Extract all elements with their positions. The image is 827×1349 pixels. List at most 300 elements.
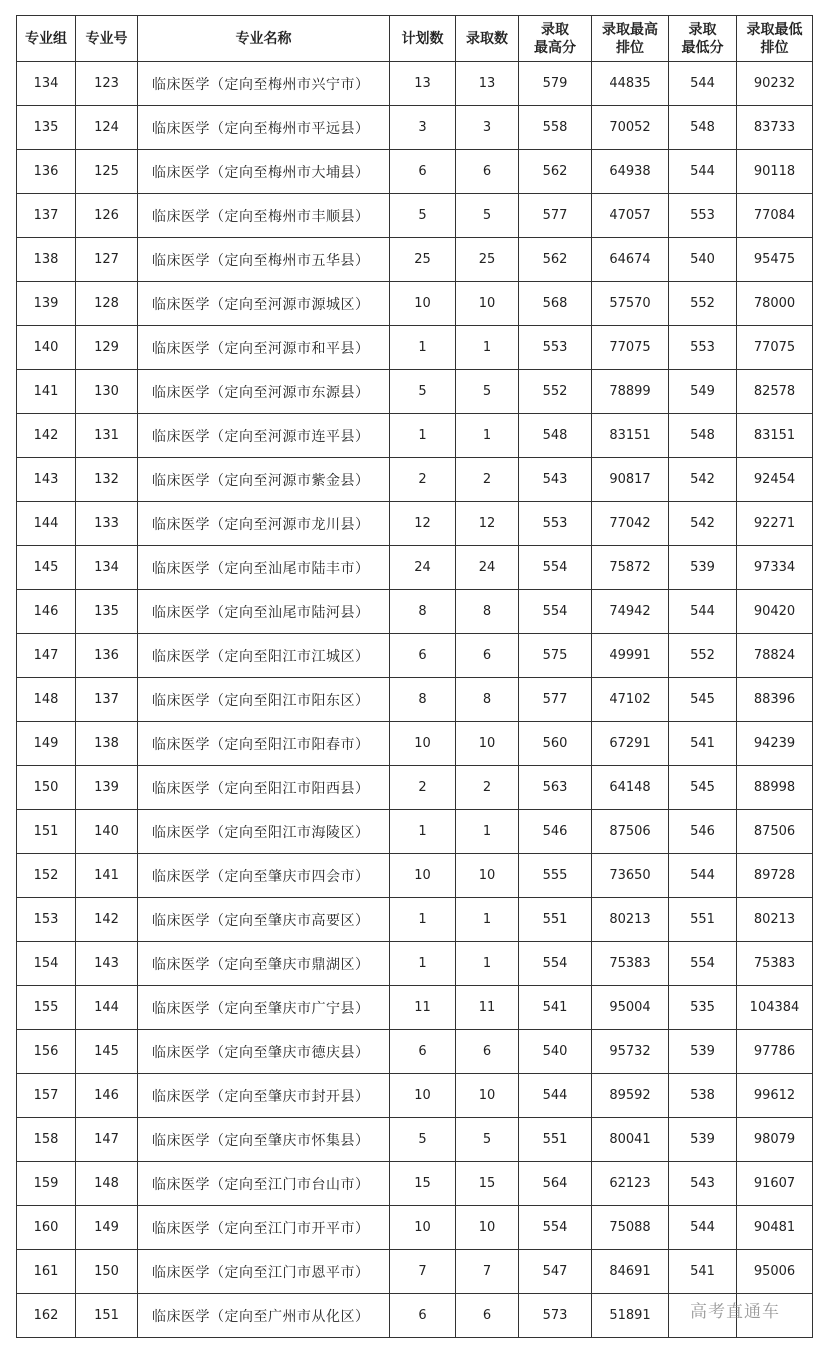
table-row xyxy=(17,1162,813,1206)
table-cell: 7 xyxy=(390,1250,456,1294)
table-cell: 546 xyxy=(669,810,737,854)
table-header-row xyxy=(17,16,813,62)
table-cell: 554 xyxy=(519,546,592,590)
table-cell: 67291 xyxy=(592,722,669,766)
table-cell: 5 xyxy=(456,194,519,238)
table-cell: 573 xyxy=(519,1294,592,1338)
table-cell: 562 xyxy=(519,238,592,282)
table-cell: 临床医学（定向至汕尾市陆丰市） xyxy=(138,546,390,590)
table-cell: 78000 xyxy=(737,282,813,326)
table-cell: 1 xyxy=(456,942,519,986)
table-cell: 541 xyxy=(669,1250,737,1294)
table-cell: 92454 xyxy=(737,458,813,502)
table-cell: 6 xyxy=(390,634,456,678)
table-cell: 140 xyxy=(76,810,138,854)
column-header-line: 录取数 xyxy=(466,30,508,47)
table-cell: 562 xyxy=(519,150,592,194)
table-row xyxy=(17,942,813,986)
table-cell: 546 xyxy=(519,810,592,854)
table-cell: 10 xyxy=(456,854,519,898)
table-cell: 80213 xyxy=(737,898,813,942)
table-cell: 临床医学（定向至汕尾市陆河县） xyxy=(138,590,390,634)
table-cell: 542 xyxy=(669,502,737,546)
table-cell: 82578 xyxy=(737,370,813,414)
table-cell: 95004 xyxy=(592,986,669,1030)
table-cell: 87506 xyxy=(737,810,813,854)
table-cell: 10 xyxy=(390,1206,456,1250)
table-cell: 568 xyxy=(519,282,592,326)
table-cell: 554 xyxy=(669,942,737,986)
table-row xyxy=(17,1118,813,1162)
column-header-line: 录取最高 xyxy=(602,21,658,38)
column-header xyxy=(737,16,813,62)
table-cell: 64148 xyxy=(592,766,669,810)
table-cell: 144 xyxy=(76,986,138,1030)
table-cell: 155 xyxy=(17,986,76,1030)
table-cell: 141 xyxy=(17,370,76,414)
table-row xyxy=(17,62,813,106)
table-cell: 548 xyxy=(669,414,737,458)
table-cell: 临床医学（定向至广州市从化区） xyxy=(138,1294,390,1338)
table-cell: 临床医学（定向至梅州市兴宁市） xyxy=(138,62,390,106)
table-cell: 临床医学（定向至肇庆市怀集县） xyxy=(138,1118,390,1162)
column-header xyxy=(76,16,138,62)
table-row xyxy=(17,1074,813,1118)
table-cell: 149 xyxy=(17,722,76,766)
table-cell: 6 xyxy=(456,150,519,194)
table-cell: 551 xyxy=(519,898,592,942)
table-cell: 553 xyxy=(519,502,592,546)
table-cell: 156 xyxy=(17,1030,76,1074)
table-cell: 143 xyxy=(76,942,138,986)
table-cell: 104384 xyxy=(737,986,813,1030)
table-cell: 临床医学（定向至梅州市大埔县） xyxy=(138,150,390,194)
table-cell: 542 xyxy=(669,458,737,502)
column-header-line: 录取 xyxy=(688,21,717,38)
table-cell: 148 xyxy=(17,678,76,722)
table-cell: 临床医学（定向至阳江市江城区） xyxy=(138,634,390,678)
table-cell: 541 xyxy=(669,722,737,766)
admission-table xyxy=(16,15,813,1338)
table-cell: 73650 xyxy=(592,854,669,898)
table-cell: 563 xyxy=(519,766,592,810)
table-cell: 149 xyxy=(76,1206,138,1250)
table-cell: 88998 xyxy=(737,766,813,810)
table-cell: 6 xyxy=(390,150,456,194)
table-cell: 142 xyxy=(76,898,138,942)
table-cell: 10 xyxy=(456,1206,519,1250)
table-cell: 157 xyxy=(17,1074,76,1118)
table-cell: 12 xyxy=(456,502,519,546)
table-cell: 564 xyxy=(519,1162,592,1206)
table-cell: 161 xyxy=(17,1250,76,1294)
table-cell: 2 xyxy=(390,766,456,810)
table-cell: 159 xyxy=(17,1162,76,1206)
table-cell: 539 xyxy=(669,1118,737,1162)
table-cell: 5 xyxy=(456,1118,519,1162)
table-cell: 552 xyxy=(669,634,737,678)
table-cell: 临床医学（定向至河源市连平县） xyxy=(138,414,390,458)
table-cell: 74942 xyxy=(592,590,669,634)
table-cell: 80213 xyxy=(592,898,669,942)
table-cell: 124 xyxy=(76,106,138,150)
column-header-line: 专业组 xyxy=(25,30,67,47)
table-cell: 77084 xyxy=(737,194,813,238)
table-cell: 24 xyxy=(390,546,456,590)
table-cell: 146 xyxy=(76,1074,138,1118)
table-cell: 15 xyxy=(456,1162,519,1206)
table-cell: 临床医学（定向至肇庆市高要区） xyxy=(138,898,390,942)
table-cell: 6 xyxy=(390,1030,456,1074)
table-cell: 8 xyxy=(456,590,519,634)
table-cell: 543 xyxy=(669,1162,737,1206)
table-cell: 549 xyxy=(669,370,737,414)
table-cell: 553 xyxy=(669,194,737,238)
watermark-text: 高考直通车 xyxy=(690,1302,780,1322)
table-cell: 临床医学（定向至江门市开平市） xyxy=(138,1206,390,1250)
table-cell: 544 xyxy=(669,1206,737,1250)
table-cell: 77075 xyxy=(592,326,669,370)
table-cell: 544 xyxy=(519,1074,592,1118)
table-cell: 临床医学（定向至梅州市五华县） xyxy=(138,238,390,282)
table-cell: 552 xyxy=(519,370,592,414)
table-row xyxy=(17,458,813,502)
table-cell: 535 xyxy=(669,986,737,1030)
table-cell: 1 xyxy=(390,942,456,986)
table-cell: 75872 xyxy=(592,546,669,590)
table-cell: 1 xyxy=(390,898,456,942)
table-cell: 158 xyxy=(17,1118,76,1162)
table-cell: 2 xyxy=(456,458,519,502)
column-header-line: 排位 xyxy=(616,39,644,56)
table-cell: 89728 xyxy=(737,854,813,898)
table-cell: 540 xyxy=(669,238,737,282)
table-cell: 临床医学（定向至肇庆市鼎湖区） xyxy=(138,942,390,986)
table-cell: 577 xyxy=(519,678,592,722)
table-cell: 临床医学（定向至河源市紫金县） xyxy=(138,458,390,502)
table-cell: 539 xyxy=(669,1030,737,1074)
table-cell: 88396 xyxy=(737,678,813,722)
table-cell: 49991 xyxy=(592,634,669,678)
table-cell: 5 xyxy=(390,1118,456,1162)
column-header xyxy=(669,16,737,62)
table-cell: 57570 xyxy=(592,282,669,326)
column-header xyxy=(138,16,390,62)
table-cell: 临床医学（定向至河源市源城区） xyxy=(138,282,390,326)
table-cell: 70052 xyxy=(592,106,669,150)
table-cell: 8 xyxy=(390,590,456,634)
table-cell: 579 xyxy=(519,62,592,106)
table-cell: 90420 xyxy=(737,590,813,634)
table-row xyxy=(17,1206,813,1250)
table-cell: 10 xyxy=(390,282,456,326)
table-cell: 5 xyxy=(456,370,519,414)
table-cell: 75088 xyxy=(592,1206,669,1250)
table-cell: 1 xyxy=(390,810,456,854)
table-cell: 10 xyxy=(390,722,456,766)
table-cell: 75383 xyxy=(737,942,813,986)
table-cell: 547 xyxy=(519,1250,592,1294)
table-cell: 6 xyxy=(390,1294,456,1338)
table-cell: 145 xyxy=(17,546,76,590)
table-cell: 125 xyxy=(76,150,138,194)
table-cell: 1 xyxy=(390,326,456,370)
table-cell: 10 xyxy=(390,1074,456,1118)
table-cell: 91607 xyxy=(737,1162,813,1206)
table-cell: 25 xyxy=(390,238,456,282)
table-cell: 138 xyxy=(76,722,138,766)
column-header-line: 专业名称 xyxy=(235,30,292,47)
table-cell: 13 xyxy=(390,62,456,106)
table-cell: 10 xyxy=(456,282,519,326)
table-row xyxy=(17,634,813,678)
table-cell: 560 xyxy=(519,722,592,766)
table-cell: 2 xyxy=(390,458,456,502)
table-row xyxy=(17,370,813,414)
column-header-line: 录取 xyxy=(541,21,569,38)
table-cell: 7 xyxy=(456,1250,519,1294)
table-cell: 6 xyxy=(456,1030,519,1074)
table-cell: 551 xyxy=(669,898,737,942)
table-row xyxy=(17,590,813,634)
table-cell: 64938 xyxy=(592,150,669,194)
table-cell: 146 xyxy=(17,590,76,634)
table-cell: 64674 xyxy=(592,238,669,282)
table-cell: 44835 xyxy=(592,62,669,106)
table-cell: 92271 xyxy=(737,502,813,546)
table-cell: 6 xyxy=(456,634,519,678)
table-cell: 24 xyxy=(456,546,519,590)
table-cell: 临床医学（定向至阳江市阳春市） xyxy=(138,722,390,766)
table-cell: 552 xyxy=(669,282,737,326)
table-cell: 548 xyxy=(519,414,592,458)
table-cell: 6 xyxy=(456,1294,519,1338)
table-row xyxy=(17,854,813,898)
table-cell: 544 xyxy=(669,150,737,194)
table-row xyxy=(17,766,813,810)
table-row xyxy=(17,986,813,1030)
table-cell: 97786 xyxy=(737,1030,813,1074)
table-cell: 554 xyxy=(519,1206,592,1250)
table-cell: 临床医学（定向至阳江市阳西县） xyxy=(138,766,390,810)
table-cell: 5 xyxy=(390,194,456,238)
table-cell: 131 xyxy=(76,414,138,458)
table-cell: 临床医学（定向至阳江市海陵区） xyxy=(138,810,390,854)
table-cell: 47057 xyxy=(592,194,669,238)
table-cell: 134 xyxy=(17,62,76,106)
table-cell: 148 xyxy=(76,1162,138,1206)
column-header-line: 录取最低 xyxy=(746,21,803,38)
table-cell: 544 xyxy=(669,854,737,898)
table-cell: 11 xyxy=(390,986,456,1030)
table-cell: 83151 xyxy=(592,414,669,458)
table-cell: 62123 xyxy=(592,1162,669,1206)
table-cell: 临床医学（定向至河源市龙川县） xyxy=(138,502,390,546)
column-header-line: 最高分 xyxy=(534,39,576,56)
table-cell: 97334 xyxy=(737,546,813,590)
table-cell: 83151 xyxy=(737,414,813,458)
table-cell: 544 xyxy=(669,590,737,634)
table-cell: 137 xyxy=(17,194,76,238)
table-cell: 1 xyxy=(456,810,519,854)
table-cell: 77042 xyxy=(592,502,669,546)
table-cell: 553 xyxy=(519,326,592,370)
table-cell: 126 xyxy=(76,194,138,238)
table-cell: 98079 xyxy=(737,1118,813,1162)
column-header xyxy=(390,16,456,62)
table-cell: 145 xyxy=(76,1030,138,1074)
table-cell: 129 xyxy=(76,326,138,370)
table-cell: 142 xyxy=(17,414,76,458)
table-cell: 95006 xyxy=(737,1250,813,1294)
table-cell: 136 xyxy=(76,634,138,678)
table-cell: 95732 xyxy=(592,1030,669,1074)
table-cell: 77075 xyxy=(737,326,813,370)
table-cell: 545 xyxy=(669,678,737,722)
table-cell: 554 xyxy=(519,590,592,634)
table-cell: 10 xyxy=(456,1074,519,1118)
table-row xyxy=(17,898,813,942)
table-cell: 540 xyxy=(519,1030,592,1074)
table-row xyxy=(17,326,813,370)
table-cell: 78824 xyxy=(737,634,813,678)
table-row xyxy=(17,678,813,722)
table-cell: 90118 xyxy=(737,150,813,194)
table-cell: 135 xyxy=(76,590,138,634)
table-cell: 137 xyxy=(76,678,138,722)
table-cell: 临床医学（定向至梅州市平远县） xyxy=(138,106,390,150)
table-cell: 160 xyxy=(17,1206,76,1250)
table-cell: 13 xyxy=(456,62,519,106)
table-cell: 1 xyxy=(456,326,519,370)
table-cell: 153 xyxy=(17,898,76,942)
column-header-line: 排位 xyxy=(760,39,789,56)
table-row xyxy=(17,238,813,282)
table-cell: 1 xyxy=(456,898,519,942)
table-cell: 575 xyxy=(519,634,592,678)
table-cell: 临床医学（定向至肇庆市德庆县） xyxy=(138,1030,390,1074)
table-cell: 临床医学（定向至肇庆市封开县） xyxy=(138,1074,390,1118)
column-header-line: 最低分 xyxy=(681,39,724,56)
table-cell: 139 xyxy=(17,282,76,326)
table-cell: 541 xyxy=(519,986,592,1030)
table-cell: 10 xyxy=(390,854,456,898)
column-header-line: 专业号 xyxy=(85,30,128,47)
table-cell: 临床医学（定向至梅州市丰顺县） xyxy=(138,194,390,238)
table-cell: 90817 xyxy=(592,458,669,502)
table-cell: 141 xyxy=(76,854,138,898)
column-header xyxy=(456,16,519,62)
table-cell: 临床医学（定向至肇庆市广宁县） xyxy=(138,986,390,1030)
table-cell: 47102 xyxy=(592,678,669,722)
table-cell: 555 xyxy=(519,854,592,898)
table-row xyxy=(17,282,813,326)
table-cell: 3 xyxy=(456,106,519,150)
table-row xyxy=(17,810,813,854)
table-cell: 90232 xyxy=(737,62,813,106)
table-cell: 临床医学（定向至河源市东源县） xyxy=(138,370,390,414)
table-cell: 84691 xyxy=(592,1250,669,1294)
table-cell: 136 xyxy=(17,150,76,194)
table-cell: 134 xyxy=(76,546,138,590)
table-row xyxy=(17,1030,813,1074)
table-cell: 133 xyxy=(76,502,138,546)
table-cell: 25 xyxy=(456,238,519,282)
table-cell: 577 xyxy=(519,194,592,238)
table-cell: 139 xyxy=(76,766,138,810)
table-cell: 11 xyxy=(456,986,519,1030)
table-cell: 150 xyxy=(17,766,76,810)
column-header xyxy=(592,16,669,62)
column-header xyxy=(17,16,76,62)
table-cell: 551 xyxy=(519,1118,592,1162)
table-row xyxy=(17,722,813,766)
table-cell: 80041 xyxy=(592,1118,669,1162)
table-body xyxy=(17,62,813,1338)
table-cell: 临床医学（定向至阳江市阳东区） xyxy=(138,678,390,722)
table-cell: 8 xyxy=(390,678,456,722)
table-row xyxy=(17,502,813,546)
table-cell: 132 xyxy=(76,458,138,502)
table-cell: 临床医学（定向至江门市台山市） xyxy=(138,1162,390,1206)
table-cell: 128 xyxy=(76,282,138,326)
table-cell: 554 xyxy=(519,942,592,986)
table-row xyxy=(17,414,813,458)
table-cell: 94239 xyxy=(737,722,813,766)
column-header-line: 计划数 xyxy=(401,30,444,47)
table-cell: 123 xyxy=(76,62,138,106)
table-cell: 临床医学（定向至江门市恩平市） xyxy=(138,1250,390,1294)
table-cell: 130 xyxy=(76,370,138,414)
table-cell: 151 xyxy=(17,810,76,854)
table-cell: 75383 xyxy=(592,942,669,986)
table-row xyxy=(17,106,813,150)
table-cell: 临床医学（定向至肇庆市四会市） xyxy=(138,854,390,898)
table-cell: 543 xyxy=(519,458,592,502)
table-cell: 8 xyxy=(456,678,519,722)
table-cell: 538 xyxy=(669,1074,737,1118)
table-cell: 545 xyxy=(669,766,737,810)
table-cell: 5 xyxy=(390,370,456,414)
table-cell: 95475 xyxy=(737,238,813,282)
table-cell: 127 xyxy=(76,238,138,282)
table-cell: 1 xyxy=(390,414,456,458)
table-cell: 135 xyxy=(17,106,76,150)
table-cell: 51891 xyxy=(592,1294,669,1338)
table-cell: 87506 xyxy=(592,810,669,854)
table-cell: 548 xyxy=(669,106,737,150)
table-cell: 83733 xyxy=(737,106,813,150)
table-row xyxy=(17,194,813,238)
table-row xyxy=(17,150,813,194)
table-cell: 152 xyxy=(17,854,76,898)
table-cell: 138 xyxy=(17,238,76,282)
table-cell: 147 xyxy=(17,634,76,678)
table-cell: 2 xyxy=(456,766,519,810)
table-cell: 89592 xyxy=(592,1074,669,1118)
table-cell: 143 xyxy=(17,458,76,502)
table-cell: 151 xyxy=(76,1294,138,1338)
table-cell: 162 xyxy=(17,1294,76,1338)
column-header xyxy=(519,16,592,62)
table-cell: 临床医学（定向至河源市和平县） xyxy=(138,326,390,370)
table-cell: 154 xyxy=(17,942,76,986)
table-cell: 99612 xyxy=(737,1074,813,1118)
table-cell: 544 xyxy=(669,62,737,106)
table-cell: 558 xyxy=(519,106,592,150)
table-cell: 1 xyxy=(456,414,519,458)
table-cell: 15 xyxy=(390,1162,456,1206)
